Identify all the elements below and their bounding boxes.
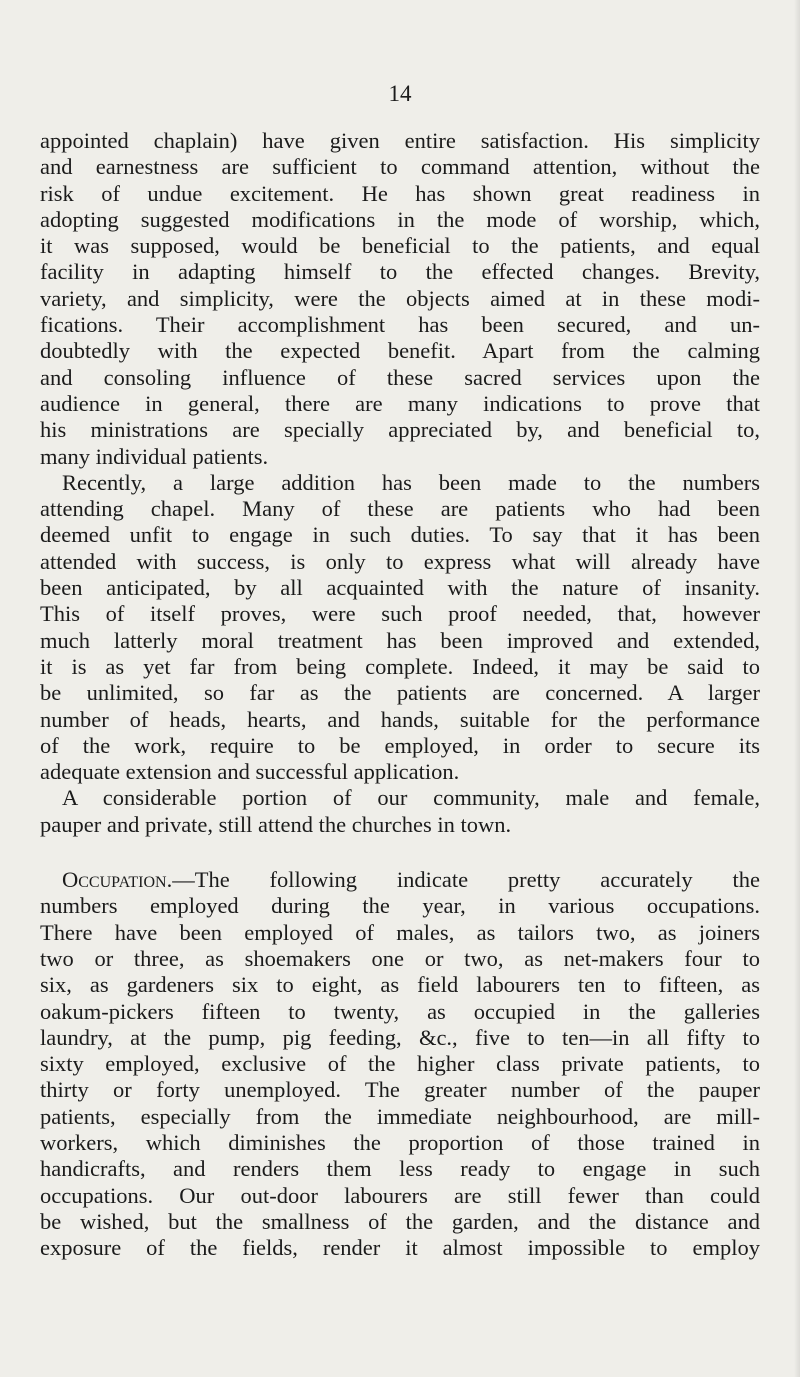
text-line: attended with success, is only to express what will already have <box>40 548 760 574</box>
text-line: adopting suggested modifications in the mode of worship, which, <box>40 206 760 232</box>
text-line: his ministrations are specially appreciated by, and beneficial to, <box>40 417 760 443</box>
text-line: A considerable portion of our community, male and female, <box>62 785 760 811</box>
text-line: workers, which diminishes the proportion of those trained in <box>40 1129 760 1155</box>
text-line: laundry, at the pump, pig feeding, &c., five to ten—in all fifty to <box>40 1024 760 1050</box>
text-line: Recently, a large addition has been made to the numbers <box>62 469 760 495</box>
text-line: thirty or forty unemployed. The greater number of the pauper <box>40 1077 760 1103</box>
text-line: occupations. Our out-door labourers are still fewer than could <box>40 1182 760 1208</box>
text-line: numbers employed during the year, in various occupations. <box>40 893 760 919</box>
paragraph-gap <box>40 838 760 867</box>
text-line: risk of undue excitement. He has shown great readiness in <box>40 180 760 206</box>
page-number: 14 <box>388 81 412 106</box>
text-line: This of itself proves, were such proof needed, that, however <box>40 601 760 627</box>
occupation-heading: Occupation. <box>62 867 173 893</box>
text-line: handicrafts, and renders them less ready to engage in such <box>40 1156 760 1182</box>
text-line: patients, especially from the immediate neighbourhood, are mill- <box>40 1103 760 1129</box>
text-line: number of heads, hearts, and hands, suitable for the performance <box>40 706 760 732</box>
text-line: appointed chaplain) have given entire satisfaction. His simplicity <box>40 128 760 153</box>
text-line: been anticipated, by all acquainted with the nature of insanity. <box>40 575 760 601</box>
text-line: fications. Their accomplishment has been secured, and un- <box>40 312 760 338</box>
page-edge-shadow <box>794 0 800 1377</box>
text-line: doubtedly with the expected benefit. Apart from the calming <box>40 338 760 364</box>
paragraph-churches-in-town <box>40 785 760 838</box>
text-line: six, as gardeners six to eight, as field labourers ten to fifteen, as <box>40 972 760 998</box>
text-line: of the work, require to be employed, in order to secure its <box>40 732 760 758</box>
text-line: much latterly moral treatment has been improved and extended, <box>40 627 760 653</box>
text-line: deemed unfit to engage in such duties. To say that it has been <box>40 522 760 548</box>
text-line: variety, and simplicity, were the objects aimed at in these modi- <box>40 285 760 311</box>
paragraph-chapel-attendance <box>40 470 760 786</box>
text-line: facility in adapting himself to the effected changes. Brevity, <box>40 259 760 285</box>
paragraph-occupation <box>40 867 760 1261</box>
text-line: be wished, but the smallness of the garden, and the distance and <box>40 1208 760 1234</box>
text-line: it was supposed, would be beneficial to the patients, and equal <box>40 233 760 259</box>
occupation-first-line: —The following indicate pretty accurately the <box>172 867 760 893</box>
paragraph-chaplain <box>40 128 760 470</box>
text-line: There have been employed of males, as tailors two, as joiners <box>40 919 760 945</box>
text-line: and earnestness are sufficient to command attention, without the <box>40 154 760 180</box>
text-line: adequate extension and successful application. <box>40 759 460 785</box>
text-line: oakum-pickers fifteen to twenty, as occupied in the galleries <box>40 998 760 1024</box>
text-line: it is as yet far from being complete. Indeed, it may be said to <box>40 653 760 679</box>
text-line: and consoling influence of these sacred services upon the <box>40 364 760 390</box>
text-line <box>40 867 760 893</box>
text-line: attending chapel. Many of these are patients who had been <box>40 496 760 522</box>
text-line: be unlimited, so far as the patients are concerned. A larger <box>40 680 760 706</box>
text-line: sixty employed, exclusive of the higher class private patients, to <box>40 1051 760 1077</box>
text-line: exposure of the fields, render it almost impossible to employ <box>40 1235 760 1261</box>
text-line: many individual patients. <box>40 443 269 469</box>
text-line: audience in general, there are many indications to prove that <box>40 390 760 416</box>
text-line: pauper and private, still attend the churches in town. <box>40 811 512 837</box>
text-line: two or three, as shoemakers one or two, as net-makers four to <box>40 945 760 971</box>
